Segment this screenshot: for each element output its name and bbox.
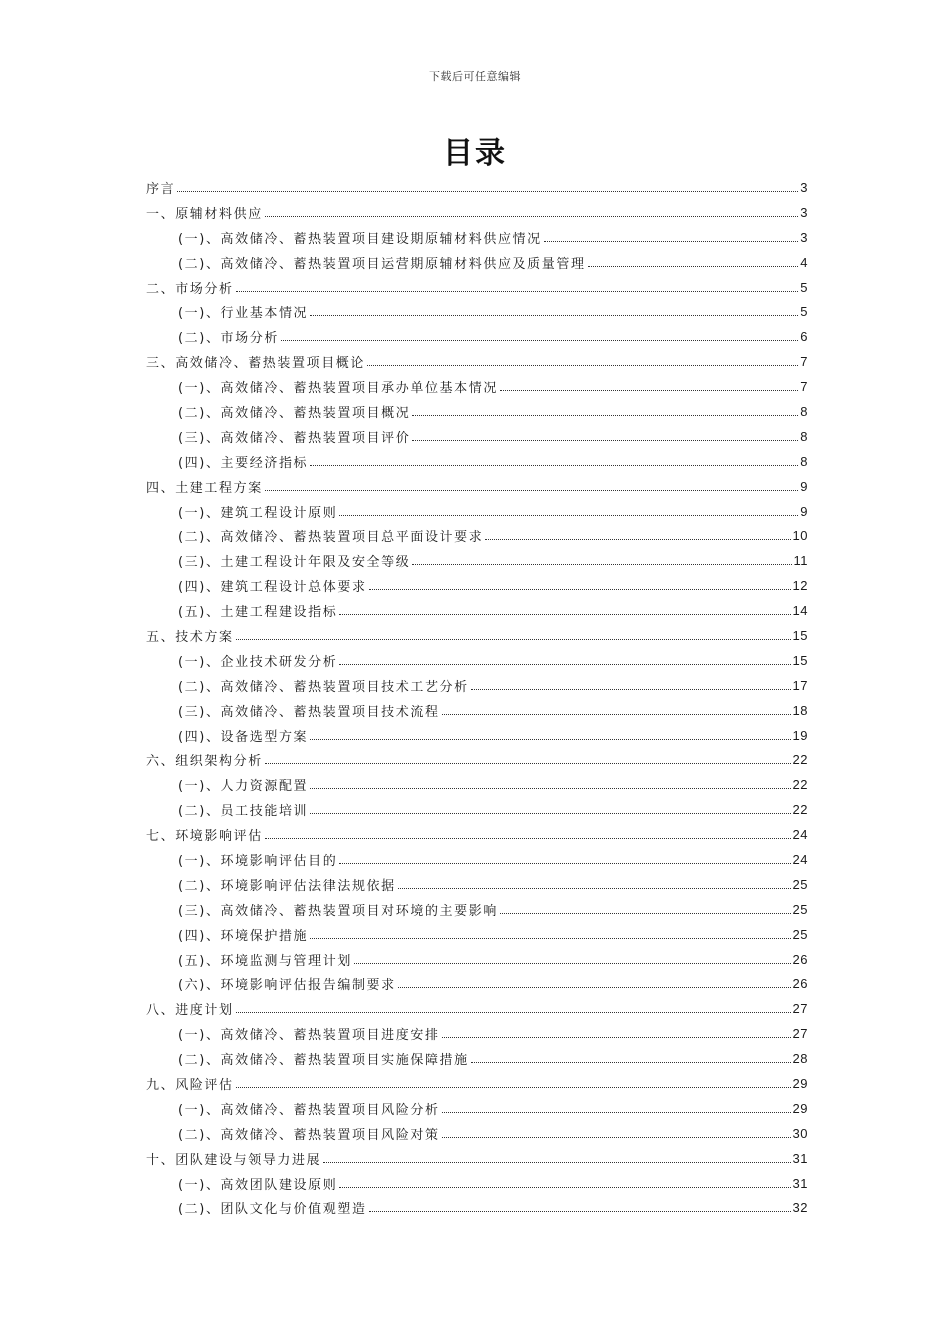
toc-entry-title: (一)、高效储冷、蓄热装置项目建设期原辅材料供应情况	[178, 231, 542, 247]
toc-entry-title: (一)、高效团队建设原则	[178, 1177, 338, 1193]
toc-entry-title: 十、团队建设与领导力进展	[146, 1152, 322, 1168]
toc-list	[146, 175, 808, 1220]
dot-leader	[310, 813, 790, 814]
toc-entry[interactable]	[146, 299, 808, 324]
dot-leader	[177, 191, 798, 192]
dot-leader	[339, 515, 798, 516]
toc-entry-title: (二)、高效储冷、蓄热装置项目总平面设计要求	[178, 530, 484, 546]
dot-leader	[369, 589, 791, 590]
toc-entry-page: 32	[792, 1200, 808, 1216]
dot-leader	[398, 888, 791, 889]
toc-entry[interactable]	[146, 1196, 808, 1221]
toc-entry-page: 4	[800, 254, 808, 270]
dot-leader	[339, 1187, 790, 1188]
toc-entry-title: (五)、土建工程建设指标	[178, 605, 338, 621]
dot-leader	[500, 913, 791, 914]
toc-entry-title: (三)、高效储冷、蓄热装置项目技术流程	[178, 704, 440, 720]
toc-entry[interactable]	[146, 598, 808, 623]
dot-leader	[412, 440, 798, 441]
dot-leader	[588, 266, 799, 267]
toc-entry-title: (一)、高效储冷、蓄热装置项目承办单位基本情况	[178, 381, 498, 397]
toc-entry[interactable]	[146, 175, 808, 200]
toc-entry-page: 18	[792, 702, 808, 718]
toc-entry-page: 27	[792, 1001, 808, 1017]
dot-leader	[442, 1137, 791, 1138]
header-note: 下载后可任意编辑	[429, 70, 521, 83]
toc-entry-title: (一)、高效储冷、蓄热装置项目进度安排	[178, 1028, 440, 1044]
toc-entry-page: 30	[792, 1125, 808, 1141]
toc-entry-title: 序言	[146, 181, 176, 197]
toc-entry[interactable]	[146, 324, 808, 349]
toc-entry-page: 15	[792, 627, 808, 643]
toc-entry-page: 19	[792, 727, 808, 743]
toc-entry[interactable]	[146, 922, 808, 947]
toc-entry-page: 31	[792, 1175, 808, 1191]
toc-entry-title: 三、高效储冷、蓄热装置项目概论	[146, 356, 366, 372]
toc-entry-title: (二)、团队文化与价值观塑造	[178, 1202, 367, 1218]
toc-entry-page: 5	[800, 304, 808, 320]
dot-leader	[265, 763, 791, 764]
toc-entry-page: 9	[800, 503, 808, 519]
dot-leader	[236, 1087, 791, 1088]
toc-entry-title: (四)、主要经济指标	[178, 455, 309, 471]
toc-entry[interactable]	[146, 797, 808, 822]
toc-entry-title: (一)、企业技术研发分析	[178, 654, 338, 670]
dot-leader	[265, 838, 791, 839]
toc-entry-title: (三)、土建工程设计年限及安全等级	[178, 555, 411, 571]
dot-leader	[398, 987, 791, 988]
toc-entry[interactable]	[146, 449, 808, 474]
toc-entry[interactable]	[146, 1146, 808, 1171]
toc-entry-page: 8	[800, 403, 808, 419]
toc-entry-title: (二)、高效储冷、蓄热装置项目技术工艺分析	[178, 679, 469, 695]
toc-entry-page: 22	[792, 802, 808, 818]
toc-entry[interactable]	[146, 474, 808, 499]
toc-entry-title: (一)、行业基本情况	[178, 306, 309, 322]
toc-title: 目录	[443, 136, 507, 171]
toc-entry[interactable]	[146, 723, 808, 748]
toc-entry[interactable]	[146, 523, 808, 548]
toc-entry-title: (四)、环境保护措施	[178, 928, 309, 944]
toc-entry-title: (二)、员工技能培训	[178, 804, 309, 820]
toc-entry-title: (一)、环境影响评估目的	[178, 853, 338, 869]
toc-entry-title: 八、进度计划	[146, 1003, 234, 1019]
toc-entry-page: 26	[792, 976, 808, 992]
toc-entry-page: 22	[792, 777, 808, 793]
toc-entry[interactable]	[146, 947, 808, 972]
toc-entry-page: 14	[792, 603, 808, 619]
toc-entry[interactable]	[146, 972, 808, 997]
toc-entry[interactable]	[146, 399, 808, 424]
toc-entry-page: 12	[792, 578, 808, 594]
toc-entry[interactable]	[146, 822, 808, 847]
dot-leader	[236, 1012, 791, 1013]
toc-entry-page: 24	[792, 827, 808, 843]
dot-leader	[310, 938, 790, 939]
toc-entry[interactable]	[146, 872, 808, 897]
dot-leader	[442, 1037, 791, 1038]
toc-entry-title: (三)、高效储冷、蓄热装置项目对环境的主要影响	[178, 903, 498, 919]
toc-entry[interactable]	[146, 250, 808, 275]
toc-entry-title: 七、环境影响评估	[146, 829, 263, 845]
dot-leader	[412, 415, 798, 416]
toc-entry-page: 28	[792, 1051, 808, 1067]
toc-entry[interactable]	[146, 772, 808, 797]
toc-entry-title: (一)、高效储冷、蓄热装置项目风险分析	[178, 1102, 440, 1118]
dot-leader	[310, 739, 790, 740]
dot-leader	[236, 291, 799, 292]
toc-entry-page: 24	[792, 851, 808, 867]
dot-leader	[310, 315, 798, 316]
toc-entry[interactable]	[146, 897, 808, 922]
dot-leader	[442, 1112, 791, 1113]
dot-leader	[281, 340, 798, 341]
toc-entry-page: 7	[800, 354, 808, 370]
toc-entry-title: (二)、市场分析	[178, 331, 279, 347]
toc-entry-page: 3	[800, 229, 808, 245]
toc-entry[interactable]	[146, 673, 808, 698]
toc-entry[interactable]	[146, 548, 808, 573]
toc-entry-page: 27	[792, 1026, 808, 1042]
toc-entry-title: (三)、高效储冷、蓄热装置项目评价	[178, 430, 411, 446]
dot-leader	[265, 216, 798, 217]
dot-leader	[310, 788, 790, 789]
toc-entry[interactable]	[146, 275, 808, 300]
dot-leader	[339, 614, 790, 615]
toc-entry-page: 8	[800, 453, 808, 469]
dot-leader	[354, 963, 791, 964]
toc-entry-page: 31	[792, 1150, 808, 1166]
toc-entry-page: 11	[793, 553, 808, 569]
toc-entry[interactable]	[146, 648, 808, 673]
toc-entry-title: (二)、环境影响评估法律法规依据	[178, 878, 396, 894]
dot-leader	[500, 390, 798, 391]
dot-leader	[339, 863, 790, 864]
toc-entry-title: (二)、高效储冷、蓄热装置项目运营期原辅材料供应及质量管理	[178, 256, 586, 272]
toc-entry-page: 3	[800, 179, 808, 195]
toc-entry-page: 5	[800, 279, 808, 295]
toc-entry-title: 四、土建工程方案	[146, 480, 263, 496]
dot-leader	[442, 714, 791, 715]
dot-leader	[236, 639, 791, 640]
toc-entry[interactable]	[146, 374, 808, 399]
toc-entry-title: 一、原辅材料供应	[146, 206, 263, 222]
toc-entry-title: (四)、设备选型方案	[178, 729, 309, 745]
toc-entry-page: 3	[800, 204, 808, 220]
dot-leader	[265, 490, 798, 491]
toc-entry-title: (一)、人力资源配置	[178, 779, 309, 795]
toc-entry-page: 26	[792, 951, 808, 967]
toc-entry-title: 六、组织架构分析	[146, 754, 263, 770]
toc-entry[interactable]	[146, 1096, 808, 1121]
toc-entry-title: (四)、建筑工程设计总体要求	[178, 580, 367, 596]
toc-entry-page: 25	[792, 926, 808, 942]
toc-entry-page: 10	[792, 528, 808, 544]
dot-leader	[471, 1062, 791, 1063]
toc-entry[interactable]	[146, 200, 808, 225]
toc-entry[interactable]	[146, 573, 808, 598]
toc-entry-title: (六)、环境影响评估报告编制要求	[178, 978, 396, 994]
toc-entry-title: 九、风险评估	[146, 1078, 234, 1093]
toc-entry-page: 7	[800, 379, 808, 395]
toc-entry[interactable]	[146, 996, 808, 1021]
dot-leader	[544, 241, 799, 242]
toc-entry[interactable]	[146, 1071, 808, 1096]
toc-entry-title: (五)、环境监测与管理计划	[178, 953, 352, 969]
toc-entry[interactable]	[146, 499, 808, 524]
toc-entry[interactable]	[146, 424, 808, 449]
toc-entry-page: 17	[792, 677, 808, 693]
toc-entry-page: 6	[800, 329, 808, 345]
toc-entry[interactable]	[146, 698, 808, 723]
toc-entry-title: (二)、高效储冷、蓄热装置项目概况	[178, 405, 411, 421]
toc-entry-title: 二、市场分析	[146, 281, 234, 297]
dot-leader	[323, 1162, 790, 1163]
dot-leader	[369, 1211, 791, 1212]
toc-entry[interactable]	[146, 1046, 808, 1071]
dot-leader	[310, 465, 798, 466]
dot-leader	[412, 564, 791, 565]
toc-entry[interactable]	[146, 1021, 808, 1046]
toc-entry[interactable]	[146, 349, 808, 374]
dot-leader	[485, 539, 790, 540]
toc-entry-page: 25	[792, 876, 808, 892]
toc-entry-page: 29	[792, 1076, 808, 1091]
dot-leader	[471, 689, 791, 690]
toc-entry[interactable]	[146, 1171, 808, 1196]
toc-entry[interactable]	[146, 847, 808, 872]
toc-entry-page: 22	[792, 752, 808, 768]
toc-entry-title: (一)、建筑工程设计原则	[178, 505, 338, 521]
dot-leader	[367, 365, 798, 366]
toc-entry-page: 9	[800, 478, 808, 494]
toc-entry-title: 五、技术方案	[146, 629, 234, 645]
toc-entry[interactable]	[146, 225, 808, 250]
toc-entry-page: 25	[792, 901, 808, 917]
dot-leader	[339, 664, 790, 665]
toc-entry-title: (二)、高效储冷、蓄热装置项目实施保障措施	[178, 1053, 469, 1069]
toc-entry-title: (二)、高效储冷、蓄热装置项目风险对策	[178, 1127, 440, 1143]
toc-entry-page: 29	[792, 1100, 808, 1116]
toc-entry[interactable]	[146, 623, 808, 648]
toc-entry-page: 8	[800, 428, 808, 444]
toc-entry-page: 15	[792, 652, 808, 668]
toc-entry[interactable]	[146, 1121, 808, 1146]
toc-entry[interactable]	[146, 747, 808, 772]
